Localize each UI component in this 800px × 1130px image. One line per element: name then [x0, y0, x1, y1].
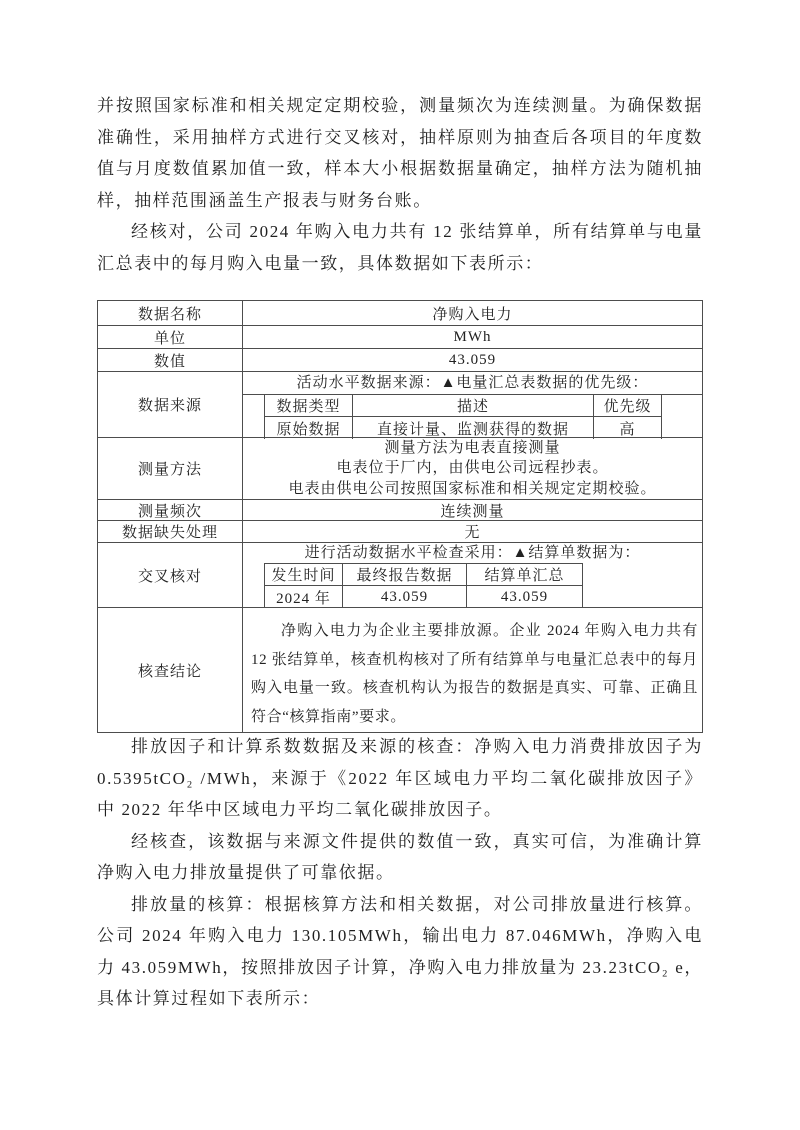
- row-value: 43.059: [448, 351, 497, 368]
- inner-gap-right: [583, 563, 702, 608]
- inner-col-header: 结算单汇总: [467, 564, 583, 586]
- paragraph-data-reliability: 经核查，该数据与来源文件提供的数值一致，真实可信，为准确计算净购入电力排放量提供了可靠依据。: [97, 831, 703, 882]
- priority-inner-table: [265, 395, 661, 439]
- table-row-measurement-frequency: [98, 500, 702, 521]
- table-row-data-source: [98, 372, 702, 438]
- row-label: 单位: [98, 326, 243, 348]
- row-value: 连续测量: [440, 503, 505, 520]
- data-source-inner-table-wrap: [243, 395, 702, 439]
- inner-col-header: 最终报告数据: [343, 564, 467, 586]
- closing-paragraphs: [97, 731, 703, 1015]
- method-line: 测量方法为电表直接测量: [384, 439, 561, 456]
- paragraph-emission-calculation: 排放量的核算：根据核算方法和相关数据，对公司排放量进行核算。公司 2024 年购入电力 130.105MWh，输出电力 87.046MWh，净购入电力 43.059MWh，按照排放因子计算，净购入电力排放量为 23.23tCO₂ e，具体计算过程如下表所示：: [97, 894, 703, 1008]
- row-label: 数据缺失处理: [98, 521, 243, 542]
- inner-cell: 直接计量、监测获得的数据: [353, 417, 594, 439]
- row-label: 交叉核对: [98, 543, 243, 607]
- table-row-cross-check: [98, 543, 702, 608]
- cross-check-inner-table-wrap: [243, 563, 702, 608]
- row-label: 测量方法: [98, 438, 243, 499]
- inner-col-header: 发生时间: [265, 564, 343, 586]
- table-row-missing-data-handling: [98, 521, 702, 543]
- paragraph-measurement-sampling: 并按照国家标准和相关规定定期校验，测量频次为连续测量。为确保数据准确性，采用抽样方式进行交叉核对，抽样原则为抽查后各项目的年度数值与月度数值累加值一致，样本大小根据数据量确定，抽样方法为随机抽样，抽样范围涵盖生产报表与财务台账。: [97, 96, 703, 210]
- intro-paragraphs: [97, 90, 703, 279]
- inner-gap-left: [243, 563, 264, 608]
- inner-col-header: 数据类型: [265, 395, 353, 417]
- paragraph-settlement-check: 经核对，公司 2024 年购入电力共有 12 张结算单，所有结算单与电量汇总表中的每月购入电量一致，具体数据如下表所示：: [97, 222, 703, 273]
- table-row-conclusion: [98, 608, 702, 732]
- row-label: 数值: [98, 349, 243, 371]
- inner-cell: 原始数据: [265, 417, 353, 439]
- row-label: 核查结论: [98, 608, 243, 732]
- verification-table: [97, 300, 703, 733]
- inner-cell: 43.059: [467, 586, 583, 608]
- cross-check-cell: [243, 543, 702, 607]
- paragraph-emission-factor: 排放因子和计算系数数据及来源的核查：净购入电力消费排放因子为 0.5395tCO₂ /MWh，来源于《2022 年区域电力平均二氧化碳排放因子》中 2022 年华中区域电力平均二氧化碳排放因子。: [97, 737, 703, 819]
- method-line: 电表由供电公司按照国家标准和相关规定定期校验。: [288, 480, 657, 497]
- inner-cell: 43.059: [343, 586, 467, 608]
- table-row-unit: [98, 326, 702, 349]
- cross-check-header: 进行活动数据水平检查采用：▲结算单数据为：: [304, 545, 641, 561]
- conclusion-text: 净购入电力为企业主要排放源。企业 2024 年购入电力共有 12 张结算单，核查机构核对了所有结算单与电量汇总表中的每月购入电量一致。核查机构认为报告的数据是真实、可靠、正确且符合“核算指南”要求。: [251, 623, 698, 725]
- row-value: MWh: [453, 328, 492, 345]
- row-value: 净购入电力: [432, 306, 513, 323]
- row-value: 无: [464, 525, 481, 541]
- data-source-cell: [243, 372, 702, 437]
- row-label: 测量频次: [98, 500, 243, 520]
- inner-col-header: 描述: [353, 395, 594, 417]
- table-row-measurement-method: [98, 438, 702, 500]
- row-label: 数据来源: [98, 372, 243, 437]
- table-row-numeric-value: [98, 349, 702, 372]
- inner-col-header: 优先级: [594, 395, 661, 417]
- data-source-header: 活动水平数据来源：▲电量汇总表数据的优先级：: [243, 372, 702, 395]
- inner-gap-right: [661, 395, 702, 439]
- cross-check-inner-table: [264, 563, 583, 608]
- inner-cell: 2024 年: [265, 586, 343, 608]
- method-line: 电表位于厂内，由供电公司远程抄表。: [336, 460, 609, 477]
- measurement-method-cell: [243, 438, 702, 499]
- row-label: 数据名称: [98, 301, 243, 325]
- table-row-data-name: [98, 301, 702, 326]
- inner-gap-left: [243, 395, 265, 439]
- inner-cell: 高: [619, 421, 636, 438]
